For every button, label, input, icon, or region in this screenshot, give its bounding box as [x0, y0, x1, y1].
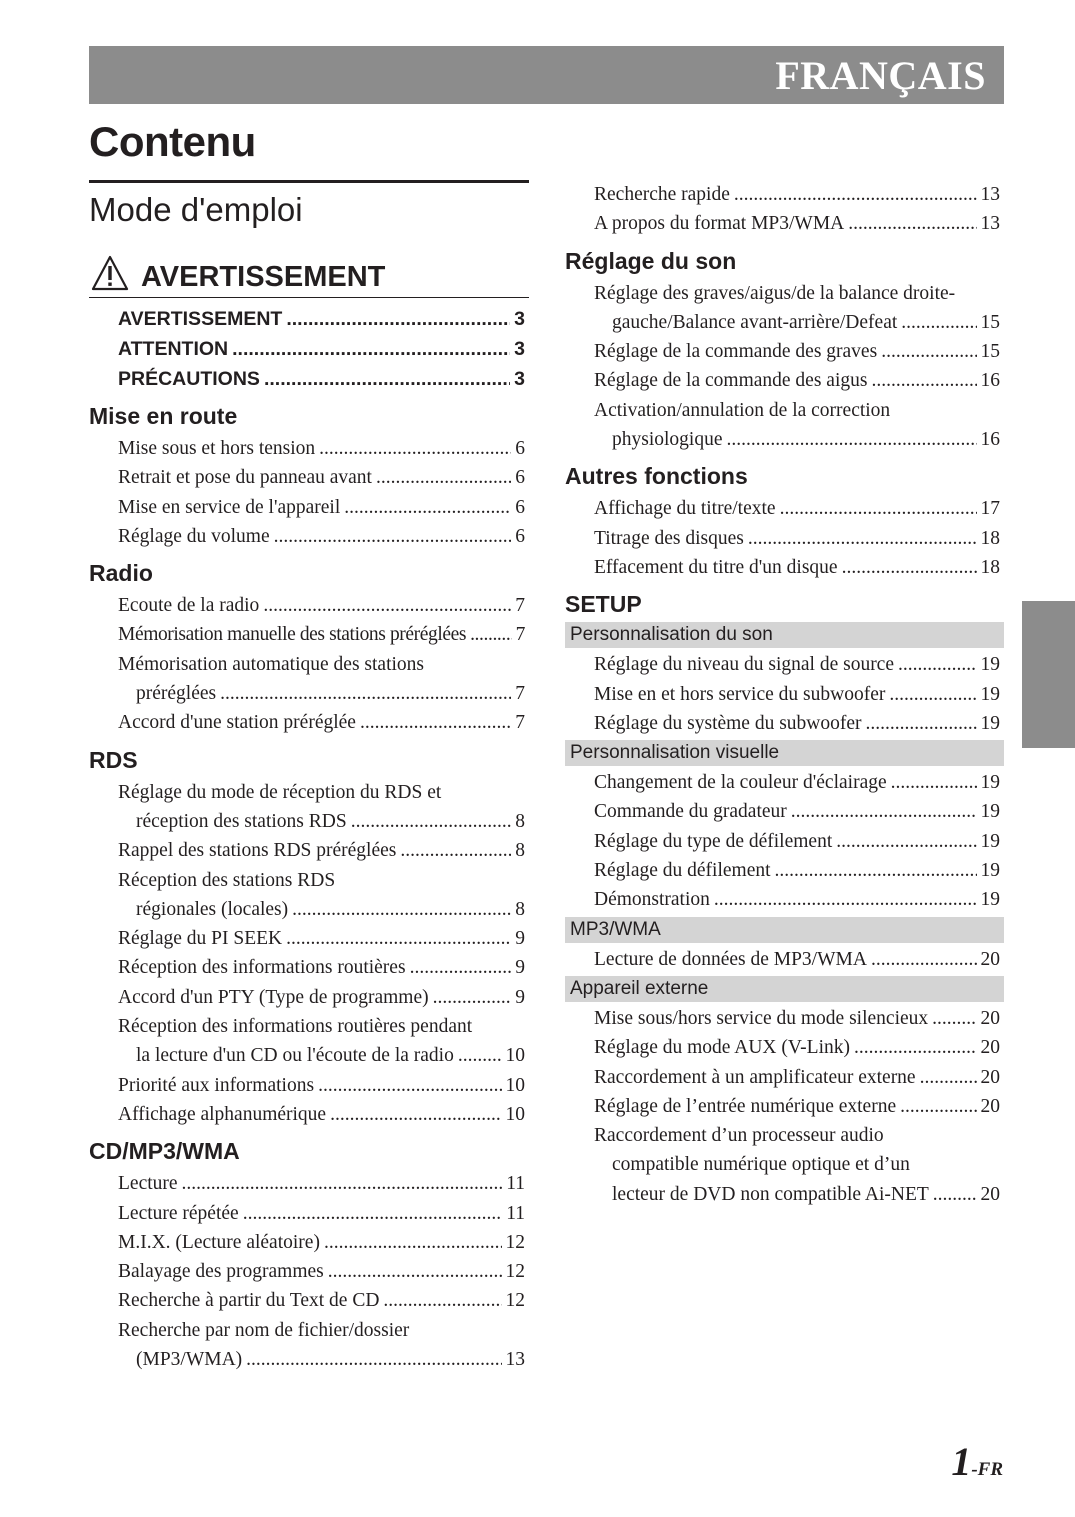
toc-entry[interactable]: préréglées ..... 7 — [118, 679, 525, 708]
toc-entry[interactable]: Priorité aux informations ..... 10 — [118, 1071, 525, 1100]
toc-entry-line[interactable]: Raccordement d’un processeur audio — [594, 1125, 884, 1147]
toc-entry[interactable]: la lecture d'un CD ou l'écoute de la radio ..... 10 — [118, 1041, 525, 1070]
toc-entry[interactable]: Mise en service de l'appareil ..... 6 — [118, 493, 525, 522]
page-title: Contenu — [89, 118, 256, 165]
toc-entry[interactable]: Ecoute de la radio ..... 7 — [118, 591, 525, 620]
toc-entry[interactable]: Affichage alphanumérique ..... 10 — [118, 1100, 525, 1129]
perso-son-entries — [594, 650, 1000, 738]
toc-entry[interactable]: Lecture ..... 11 — [118, 1169, 525, 1198]
toc-entry-line[interactable]: Réception des informations routières pendant — [118, 1016, 473, 1038]
subsection-heading: Personnalisation visuelle — [565, 740, 1004, 766]
toc-entry[interactable]: Réglage du niveau du signal de source ..... 19 — [594, 650, 1000, 679]
toc-entry-line[interactable]: Activation/annulation de la correction — [594, 399, 891, 421]
section-heading: SETUP — [565, 591, 642, 618]
warning-entries — [118, 304, 525, 394]
toc-entry[interactable]: Mise sous/hors service du mode silencieux ..... 20 — [594, 1004, 1000, 1033]
toc-entry[interactable]: physiologique ..... 16 — [594, 425, 1000, 454]
toc-entry[interactable]: régionales (locales) ..... 8 — [118, 895, 525, 924]
radio-entries — [118, 591, 525, 737]
toc-entry[interactable]: Lecture répétée ..... 11 — [118, 1199, 525, 1228]
toc-entry-line[interactable]: Réglage des graves/aigus/de la balance droite- — [594, 282, 956, 304]
toc-entry[interactable]: Raccordement à un amplificateur externe ..... 20 — [594, 1063, 1000, 1092]
toc-entry[interactable]: gauche/Balance avant-arrière/Defeat ..... 15 — [594, 308, 1000, 337]
toc-entry-line[interactable]: compatible numérique optique et d’un — [612, 1154, 910, 1176]
toc-entry[interactable]: PRÉCAUTIONS ..... 3 — [118, 364, 525, 394]
toc-entry[interactable]: Retrait et pose du panneau avant ..... 6 — [118, 463, 525, 492]
toc-entry[interactable]: M.I.X. (Lecture aléatoire) ..... 12 — [118, 1228, 525, 1257]
section-heading: Radio — [89, 560, 153, 587]
toc-entry[interactable]: Réglage du volume ..... 6 — [118, 522, 525, 551]
externe-entries — [594, 1004, 1000, 1209]
mp3-entries — [594, 945, 1000, 974]
perso-visuelle-entries — [594, 768, 1000, 914]
toc-entry[interactable]: réception des stations RDS ..... 8 — [118, 807, 525, 836]
toc-right-column — [565, 180, 1004, 1209]
toc-entry[interactable]: Lecture de données de MP3/WMA ..... 20 — [594, 945, 1000, 974]
section-heading: Réglage du son — [565, 247, 737, 274]
toc-entry-line[interactable]: Recherche par nom de fichier/dossier — [118, 1319, 410, 1341]
page-number-value: 1 — [951, 1439, 972, 1484]
subsection-heading: Personnalisation du son — [565, 622, 1004, 648]
toc-entry[interactable]: (MP3/WMA) ..... 13 — [118, 1345, 525, 1374]
mise-en-route-entries — [118, 434, 525, 551]
language-label: FRANÇAIS — [775, 53, 986, 98]
toc-entry[interactable]: ATTENTION ..... 3 — [118, 334, 525, 364]
toc-entry[interactable]: Mémorisation manuelle des stations préréglées ..... 7 — [118, 620, 525, 649]
warning-heading — [89, 241, 529, 298]
toc-entry[interactable]: Réglage du défilement ..... 19 — [594, 856, 1000, 885]
side-language-tab — [1022, 601, 1075, 748]
toc-entry[interactable]: Affichage du titre/texte ..... 17 — [594, 494, 1000, 523]
toc-entry[interactable]: Recherche à partir du Text de CD ..... 12 — [118, 1286, 525, 1315]
toc-entry[interactable]: Réglage de la commande des aigus ..... 16 — [594, 366, 1000, 395]
subsection-heading: Appareil externe — [565, 976, 1004, 1002]
toc-entry[interactable]: Réglage du PI SEEK ..... 9 — [118, 924, 525, 953]
toc-entry-line[interactable]: Réglage du mode de réception du RDS et — [118, 781, 442, 803]
toc-entry-line[interactable]: Mémorisation automatique des stations — [118, 653, 424, 675]
toc-entry[interactable]: Réglage du système du subwoofer ..... 19 — [594, 709, 1000, 738]
warning-heading-text: AVERTISSEMENT — [141, 261, 386, 293]
toc-entry[interactable]: Réglage du type de défilement ..... 19 — [594, 827, 1000, 856]
page-number — [951, 1438, 1003, 1485]
section-heading: Mise en route — [89, 403, 238, 429]
toc-entry[interactable]: Réglage de la commande des graves ..... 15 — [594, 337, 1000, 366]
toc-entry[interactable]: Accord d'un PTY (Type de programme) ..... 9 — [118, 983, 525, 1012]
toc-entry[interactable]: Effacement du titre d'un disque ..... 18 — [594, 553, 1000, 582]
toc-entry[interactable]: Réception des informations routières ..... 9 — [118, 953, 525, 982]
toc-entry[interactable]: AVERTISSEMENT ..... 3 — [118, 304, 525, 334]
warning-triangle-icon — [91, 255, 129, 291]
cd-continued-entries — [594, 180, 1000, 239]
autres-entries — [594, 494, 1000, 582]
cd-entries — [118, 1169, 525, 1374]
toc-entry[interactable]: Titrage des disques ..... 18 — [594, 524, 1000, 553]
toc-entry-line[interactable]: Réception des stations RDS — [118, 869, 336, 891]
subsection-heading: MP3/WMA — [565, 917, 1004, 943]
rds-entries — [118, 778, 525, 1130]
section-heading: CD/MP3/WMA — [89, 1138, 240, 1165]
toc-entry[interactable]: Mise en et hors service du subwoofer ..... 19 — [594, 680, 1000, 709]
toc-entry[interactable]: Mise sous et hors tension ..... 6 — [118, 434, 525, 463]
toc-entry[interactable]: Accord d'une station préréglée ..... 7 — [118, 708, 525, 737]
toc-left-column — [89, 180, 529, 1374]
mode-title: Mode d'emploi — [89, 180, 529, 241]
toc-entry[interactable]: lecteur de DVD non compatible Ai-NET ..... 20 — [594, 1180, 1000, 1209]
toc-entry[interactable]: Balayage des programmes ..... 12 — [118, 1257, 525, 1286]
toc-entry[interactable]: Rappel des stations RDS préréglées ..... 8 — [118, 836, 525, 865]
toc-entry[interactable]: Changement de la couleur d'éclairage ..... 19 — [594, 768, 1000, 797]
toc-entry[interactable]: A propos du format MP3/WMA ..... 13 — [594, 209, 1000, 238]
toc-entry[interactable]: Réglage du mode AUX (V-Link) ..... 20 — [594, 1033, 1000, 1062]
toc-entry[interactable]: Réglage de l’entrée numérique externe ..... 20 — [594, 1092, 1000, 1121]
language-header-bar — [89, 46, 1004, 104]
section-heading: Autres fonctions — [565, 463, 748, 490]
toc-entry[interactable]: Commande du gradateur ..... 19 — [594, 797, 1000, 826]
section-heading: RDS — [89, 746, 138, 773]
son-entries — [594, 279, 1000, 455]
page-number-suffix: -FR — [971, 1459, 1003, 1480]
toc-entry[interactable]: Démonstration ..... 19 — [594, 885, 1000, 914]
toc-entry[interactable]: Recherche rapide ..... 13 — [594, 180, 1000, 209]
